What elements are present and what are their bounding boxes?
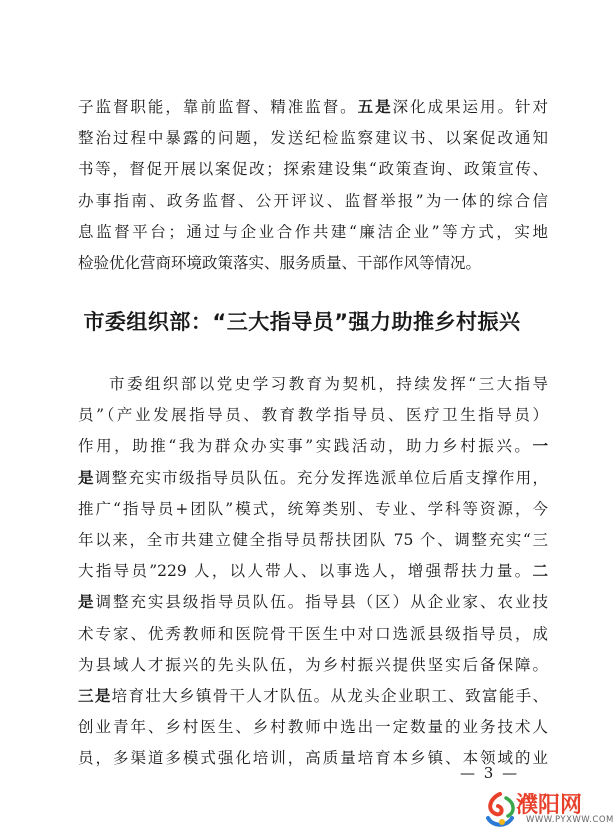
text-run: 调整充实市级指导员队伍。充分发挥选派单位后盾支撑作用， (94, 468, 548, 487)
bold-run: 三是 (78, 686, 112, 705)
text-line (78, 217, 548, 248)
text-line (78, 650, 548, 681)
text-line (78, 619, 548, 650)
bold-run: 是 (78, 468, 95, 487)
text-run: 员，多渠道多模式强化培训，高质量培育本乡镇、本领域的业 (78, 749, 548, 768)
paragraph-2 (78, 369, 548, 774)
text-line (78, 587, 548, 618)
bold-run: 是 (78, 593, 96, 612)
text-line (78, 92, 548, 123)
section-heading: 市委组织部：“三大指导员”强力助推乡村振兴 (83, 310, 521, 334)
watermark-site-url: WWW.PYXWW.COM (526, 815, 614, 825)
text-run: 创业青年、乡村医生、乡村教师中选出一定数量的业务技术人 (78, 718, 548, 737)
text-run: 检验优化营商环境政策落实、服务质量、干部作风等情况。 (78, 253, 482, 272)
text-line (78, 248, 548, 279)
text-line (78, 712, 548, 743)
text-run: 息监督平台；通过与企业合作共建“廉洁企业”等方式，实地 (78, 222, 548, 241)
text-run: 年以来，全市共建立健全指导员帮扶团队 75 个、调整充实“三 (78, 530, 548, 549)
text-line (78, 525, 548, 556)
bold-run: 一 (532, 437, 548, 456)
text-run: 员”（产业发展指导员、教育教学指导员、医疗卫生指导员） (78, 406, 548, 425)
text-run: 为县域人才振兴的先头队伍，为乡村振兴提供坚实后备保障。 (78, 655, 548, 674)
text-line (78, 463, 548, 494)
text-run: 调整充实县级指导员队伍。指导县（区）从企业家、农业技 (95, 593, 548, 612)
text-run: 子监督职能，靠前监督、精准监督。 (78, 98, 358, 116)
text-line (78, 494, 548, 525)
text-line (78, 431, 548, 462)
text-line (78, 400, 548, 431)
text-line (78, 369, 548, 400)
text-run: 办事指南、政务监督、公开评议、监督举报”为一体的综合信 (78, 191, 548, 210)
text-run: 书等，督促开展以案促改；探索建设集“政策查询、政策宣传、 (78, 160, 548, 179)
site-watermark-logo (482, 786, 614, 832)
paragraph-1 (78, 92, 548, 279)
bold-run: 二 (532, 562, 548, 581)
text-run: 培育壮大乡镇骨干人才队伍。从龙头企业职工、致富能手、 (111, 686, 548, 705)
text-line (78, 123, 548, 154)
text-run: 市委组织部以党史学习教育为契机，持续发挥“三大指导 (109, 375, 548, 393)
text-run: 深化成果运用。针对 (392, 98, 548, 116)
text-line (78, 154, 548, 185)
text-line (78, 556, 548, 587)
text-line (78, 186, 548, 217)
text-line (78, 681, 548, 712)
watermark-site-name: 濮阳网 (516, 793, 583, 818)
text-run: 作用，助推“我为群众办实事”实践活动，助力乡村振兴。 (78, 437, 533, 456)
text-run: 大指导员”229 人，以人带人、以事选人，增强帮扶力量。 (78, 562, 533, 581)
page-number: — 3 — (460, 764, 520, 782)
text-run: 术专家、优秀教师和医院骨干医生中对口选派县级指导员，成 (78, 624, 548, 643)
logo-swirl-icon (482, 790, 518, 830)
text-run: 整治过程中暴露的问题，发送纪检监察建议书、以案促改通知 (78, 129, 548, 148)
bold-run: 五是 (357, 98, 393, 116)
text-run: 推广“指导员+团队”模式，统筹类别、专业、学科等资源，今 (78, 499, 548, 518)
